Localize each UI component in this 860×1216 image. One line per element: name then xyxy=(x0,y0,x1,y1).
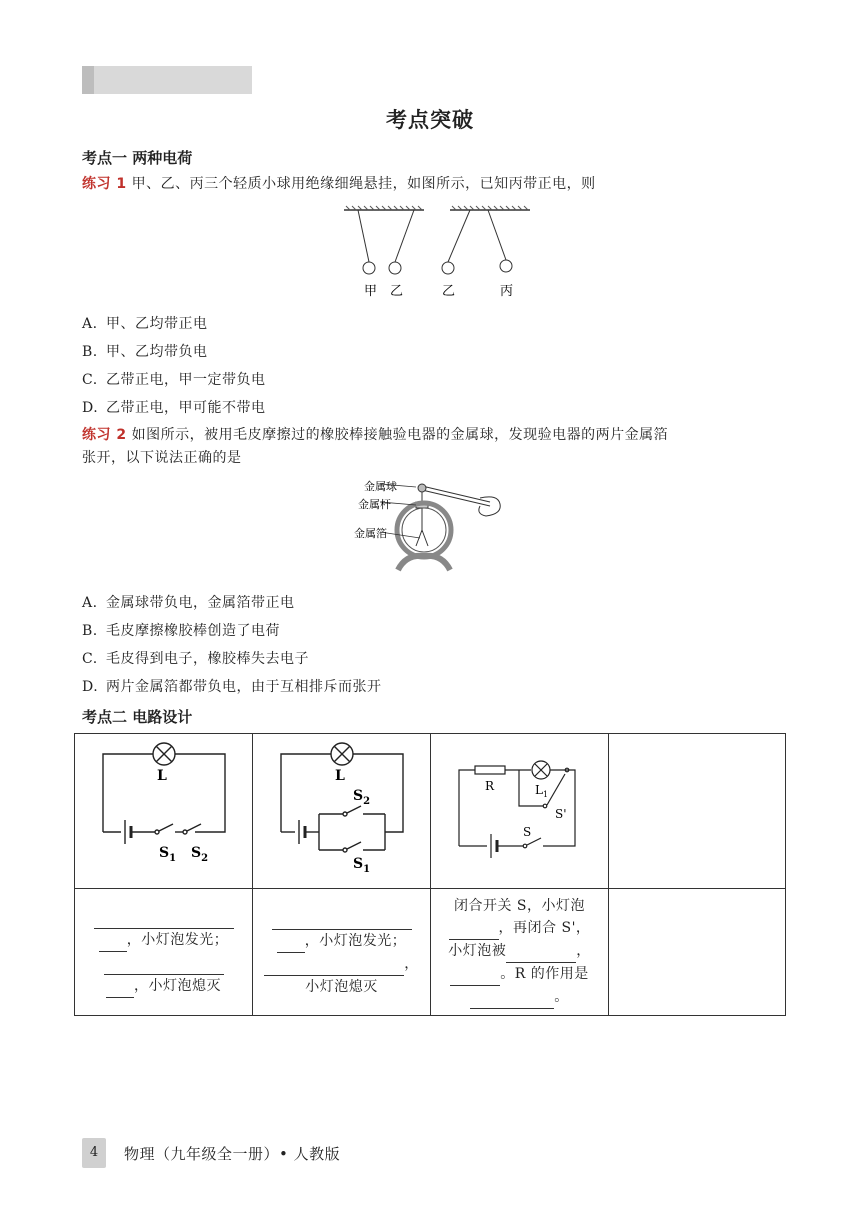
label-metal-rod: 金属杆 xyxy=(358,498,391,511)
blank-2c[interactable] xyxy=(264,953,404,976)
answer-cell-3: 闭合开关 S，小灯泡 ，再闭合 S'， 小灯泡被 ， 。R 的作用是 。 xyxy=(431,889,609,1016)
circuit-3-cell xyxy=(431,734,609,889)
ex2-option-b[interactable]: B. 毛皮摩擦橡胶棒创造了电荷 xyxy=(82,623,280,639)
circuit-3-s-label: S xyxy=(523,825,532,839)
blank-3b[interactable] xyxy=(506,940,576,963)
circuit-design-table xyxy=(74,733,786,1016)
exercise-1-question xyxy=(82,174,596,194)
book-title: 物理（九年级全一册）• 人教版 xyxy=(124,1145,341,1163)
circuit-1-diagram xyxy=(75,734,252,884)
ball-label-yi-1: 乙 xyxy=(390,284,404,299)
answer-cell-1: ，小灯泡发光； ，小灯泡熄灭 xyxy=(75,889,253,1016)
ex1-option-d[interactable]: D. 乙带正电，甲可能不带电 xyxy=(82,400,266,416)
label-metal-ball: 金属球 xyxy=(364,480,397,493)
section-heading-2: 考点二 电路设计 xyxy=(82,708,193,726)
ball-label-jia: 甲 xyxy=(364,284,378,299)
circuit-2-cell xyxy=(253,734,431,889)
blank-3d[interactable] xyxy=(470,986,554,1009)
blank-3a[interactable] xyxy=(449,917,499,940)
svg-text:S1: $S_1$ xyxy=(159,845,177,864)
header-bar-accent xyxy=(82,66,94,94)
ball-label-bing: 丙 xyxy=(500,284,514,299)
circuit-3-diagram xyxy=(431,734,608,884)
electroscope-figure xyxy=(350,474,510,572)
header-bar xyxy=(82,66,252,94)
circuit-3-resistor-label: R xyxy=(485,779,495,793)
circuit-2-s2-label: S xyxy=(353,788,364,804)
blank-2a[interactable] xyxy=(272,907,412,930)
svg-text:S1: $S_1$ xyxy=(353,856,371,875)
empty-cell-top xyxy=(609,734,786,889)
hanging-balls-figure xyxy=(340,204,530,300)
exercise-1-label: 练习 1 xyxy=(82,176,127,192)
empty-cell-bottom xyxy=(609,889,786,1016)
blank-3c[interactable] xyxy=(450,963,500,986)
ex2-option-a[interactable]: A. 金属球带负电，金属箔带正电 xyxy=(82,595,295,611)
circuit-3-lamp-label: L xyxy=(535,783,543,797)
circuit-2-lamp-label: L xyxy=(335,768,345,784)
circuit-1-lamp-label: L xyxy=(157,768,167,784)
ball-label-yi-2: 乙 xyxy=(442,284,456,299)
page-number: 4 xyxy=(89,1145,99,1160)
svg-text:S2: $S_2$ xyxy=(353,788,371,807)
circuit-3-sprime-label: S' xyxy=(555,807,567,821)
label-metal-foil: 金属箔 xyxy=(354,527,387,540)
blank-1a[interactable] xyxy=(94,906,234,929)
svg-text:S2: $S_2$ xyxy=(191,845,209,864)
blank-2b[interactable] xyxy=(277,930,305,953)
circuit-1-s1-label: S xyxy=(159,845,170,861)
exercise-1-text: 甲、乙、丙三个轻质小球用绝缘细绳悬挂，如图所示，已知丙带正电，则 xyxy=(131,176,596,192)
ex1-option-a[interactable]: A. 甲、乙均带正电 xyxy=(82,316,208,332)
circuit-1-cell xyxy=(75,734,253,889)
exercise-2-question-line1: 练习 2 如图所示，被用毛皮摩擦过的橡胶棒接触验电器的金属球，发现验电器的两片金属箔 xyxy=(82,427,669,443)
blank-1d[interactable] xyxy=(106,975,134,998)
blank-1c[interactable] xyxy=(104,952,224,975)
circuit-2-s1-label: S xyxy=(353,856,364,872)
section-heading-1: 考点一 两种电荷 xyxy=(82,149,193,167)
answer-cell-2: ，小灯泡发光； ， 小灯泡熄灭 xyxy=(253,889,431,1016)
ex2-option-d[interactable]: D. 两片金属箔都带负电，由于互相排斥而张开 xyxy=(82,679,382,695)
ex1-option-b[interactable]: B. 甲、乙均带负电 xyxy=(82,344,208,360)
circuit-1-s2-label: S xyxy=(191,845,202,861)
exercise-2-question-line2: 张开，以下说法正确的是 xyxy=(82,450,242,466)
ex2-option-c[interactable]: C. 毛皮得到电子，橡胶棒失去电子 xyxy=(82,651,309,667)
circuit-2-diagram xyxy=(253,734,430,884)
svg-text:L1: $L_1$ xyxy=(535,783,549,799)
exercise-2-label: 练习 2 xyxy=(82,427,127,443)
page-title: 考点突破 xyxy=(386,108,474,132)
blank-1b[interactable] xyxy=(99,929,127,952)
ex1-option-c[interactable]: C. 乙带正电，甲一定带负电 xyxy=(82,372,266,388)
